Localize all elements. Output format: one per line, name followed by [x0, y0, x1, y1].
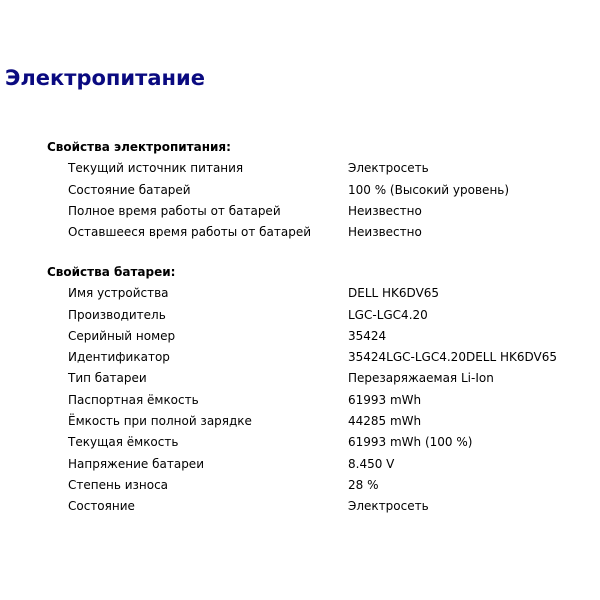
battery-properties-header: Свойства батареи:: [47, 265, 176, 279]
property-label: Полное время работы от батарей: [68, 203, 281, 218]
property-row-power-source: [0, 158, 600, 179]
property-label: Серийный номер: [68, 328, 176, 343]
property-label: Идентификатор: [68, 350, 170, 365]
power-properties-header: Свойства электропитания:: [47, 140, 231, 154]
property-value: 61993 mWh: [348, 392, 422, 407]
property-value: Неизвестно: [348, 225, 422, 240]
property-row-manufacturer: [0, 305, 600, 326]
property-value: 35424LGC-LGC4.20DELL HK6DV65: [348, 350, 557, 365]
property-row-serial-number: [0, 326, 600, 347]
property-row-current-capacity: [0, 432, 600, 453]
property-value: 8.450 V: [348, 456, 395, 471]
property-label: Паспортная ёмкость: [68, 392, 199, 407]
property-value: Перезаряжаемая Li-Ion: [348, 371, 494, 386]
property-label: Текущий источник питания: [68, 161, 244, 176]
property-row-full-battery-time: [0, 201, 600, 222]
property-row-wear-level: [0, 475, 600, 496]
property-row-battery-voltage: [0, 454, 600, 475]
property-row-full-charge-capacity: [0, 411, 600, 432]
property-row-designed-capacity: [0, 390, 600, 411]
property-value: 100 % (Высокий уровень): [348, 182, 510, 197]
property-label: Имя устройства: [68, 286, 169, 301]
battery-properties-section: [0, 262, 600, 518]
property-value: DELL HK6DV65: [348, 286, 440, 301]
property-label: Напряжение батареи: [68, 456, 204, 471]
property-label: Ёмкость при полной зарядке: [68, 414, 252, 429]
property-label: Текущая ёмкость: [68, 435, 179, 450]
property-value: 35424: [348, 328, 387, 343]
property-row-remaining-battery-time: [0, 222, 600, 243]
property-row-device-name: [0, 283, 600, 304]
property-value: 28 %: [348, 477, 379, 492]
property-value: Электросеть: [348, 499, 429, 514]
property-value: LGC-LGC4.20: [348, 307, 428, 322]
property-value: 61993 mWh (100 %): [348, 435, 473, 450]
property-label: Состояние: [68, 499, 135, 514]
property-label: Степень износа: [68, 477, 169, 492]
property-value: Неизвестно: [348, 203, 422, 218]
property-label: Производитель: [68, 307, 166, 322]
property-label: Оставшееся время работы от батарей: [68, 225, 312, 240]
property-row-battery-status: [0, 180, 600, 201]
property-row-battery-type: [0, 368, 600, 389]
property-row-state: [0, 496, 600, 517]
property-label: Состояние батарей: [68, 182, 191, 197]
power-properties-section: [0, 137, 600, 243]
property-label: Тип батареи: [68, 371, 147, 386]
property-value: 44285 mWh: [348, 414, 422, 429]
property-row-identifier: [0, 347, 600, 368]
page-title: Электропитание: [5, 66, 205, 90]
property-value: Электросеть: [348, 161, 429, 176]
